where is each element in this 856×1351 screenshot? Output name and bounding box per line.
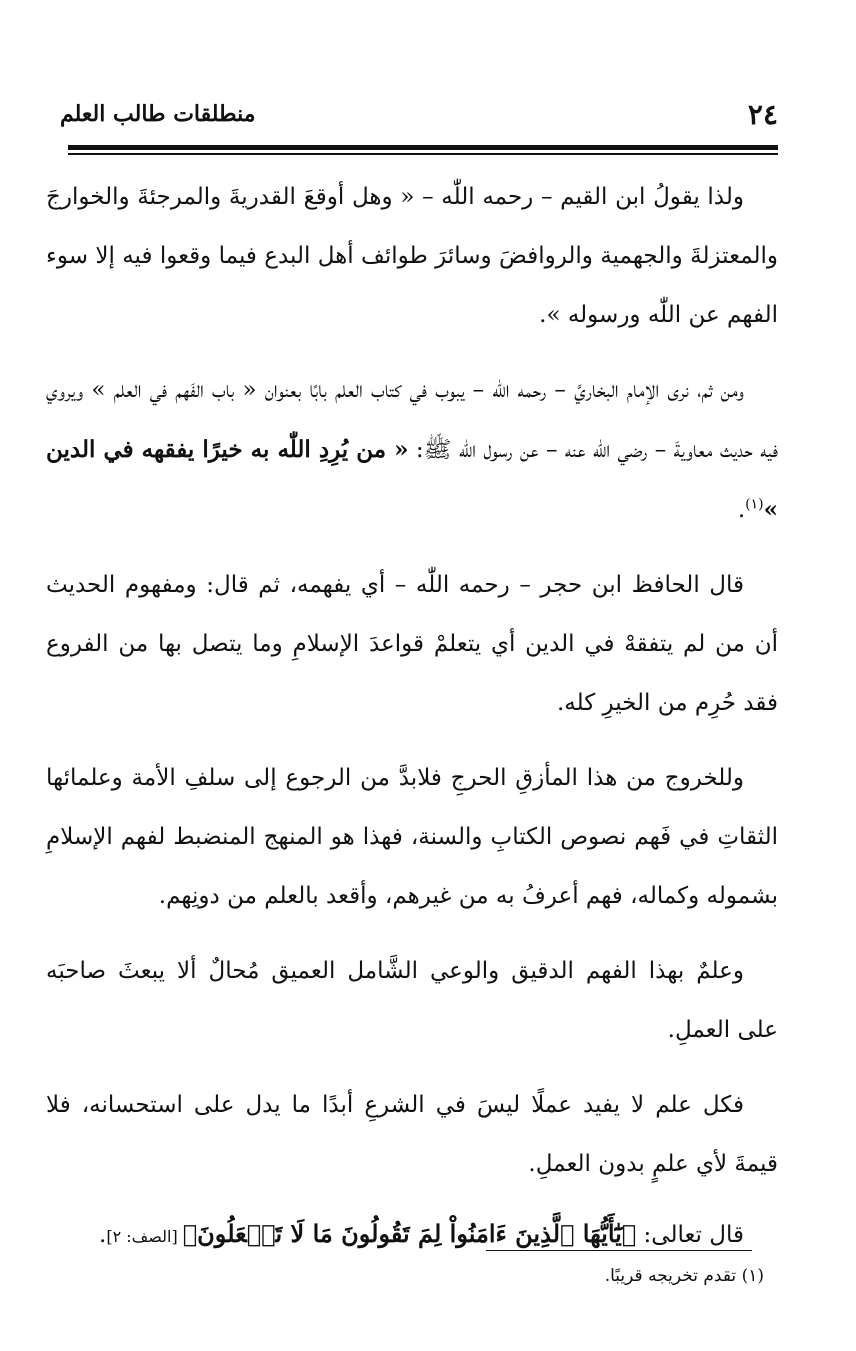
paragraph-end: . — [737, 497, 746, 523]
verse-paragraph — [46, 1204, 778, 1266]
header-rule-thick — [68, 145, 778, 150]
footnote-rule — [486, 1250, 752, 1251]
paragraph: قال الحافظ ابن حجر – رحمه اللّٰه – أي يفهمه، ثم قال: ومفهوم الحديث أن من لم يتفقهْ في الدين أي يتعلمْ قواعدَ الإسلامِ وما يتصل بها من الفروع فقد حُرِم من الخيرِ كله. — [46, 572, 778, 716]
body-text — [46, 168, 778, 1282]
verse-reference: [الصف: ٢] — [106, 1227, 183, 1246]
page-number: ٢٤ — [747, 97, 778, 131]
page-header — [60, 92, 778, 136]
paragraph-text: ومن ثم، نرى الإمام البخاريَّ – رحمه اللّٰه – يبوب في كتاب العلم بابًا بعنوان « باب الفَهم في العلم » ويروي فيه حديث معاويةَ – رضي اللّٰه عنه – عن رسول اللّٰه ﷺ: — [46, 377, 778, 463]
running-title: منطلقات طالب العلم — [60, 101, 256, 127]
quran-verse: ﴿يَٰٓأَيُّهَا ٱلَّذِينَ ءَامَنُواْ لِمَ تَقُولُونَ مَا لَا تَفۡعَلُونَ﴾ — [182, 1219, 637, 1248]
paragraph: وللخروج من هذا المأزقِ الحرجِ فلابدَّ من الرجوع إلى سلفِ الأمة وعلمائها الثقاتِ في فَهم نصوص الكتابِ والسنة، فهذا هو المنهج المنضبط لفهم الإسلامِ بشموله وكماله، فهم أعرفُ به من غيرهم، وأقعد بالعلم من دونِهم. — [46, 765, 778, 909]
verse-end: . — [99, 1222, 107, 1248]
hadith-quote: « من يُرِدِ اللّٰه به خيرًا يفقهه في الدين » — [46, 436, 778, 523]
verse-intro: قال تعالى: — [636, 1222, 744, 1248]
footnote-number: (١) — [741, 1266, 764, 1286]
paragraph: وعلمٌ بهذا الفهم الدقيق والوعي الشَّامل العميق مُحالٌ ألا يبعثَ صاحبَه على العملِ. — [46, 958, 778, 1043]
paragraph — [46, 361, 778, 540]
header-rule-thin — [68, 153, 778, 155]
footnote-mark: (١) — [745, 496, 764, 513]
footnote — [605, 1264, 764, 1288]
paragraph: فكل علم لا يفيد عملًا ليسَ في الشرعِ أبدًا ما يدل على استحسانه، فلا قيمةَ لأي علمٍ بدون العملِ. — [46, 1092, 778, 1177]
footnote-text: تقدم تخريجه قريبًا. — [604, 1266, 737, 1286]
paragraph: ولذا يقولُ ابن القيم – رحمه اللّٰه – « وهل أوقعَ القدريةَ والمرجئةَ والخوارجَ والمعتزلةَ والجهمية والروافضَ وسائرَ طوائف أهل البدع فيما وقعوا فيه إلا سوء الفهم عن اللّٰه ورسوله ». — [46, 184, 778, 328]
